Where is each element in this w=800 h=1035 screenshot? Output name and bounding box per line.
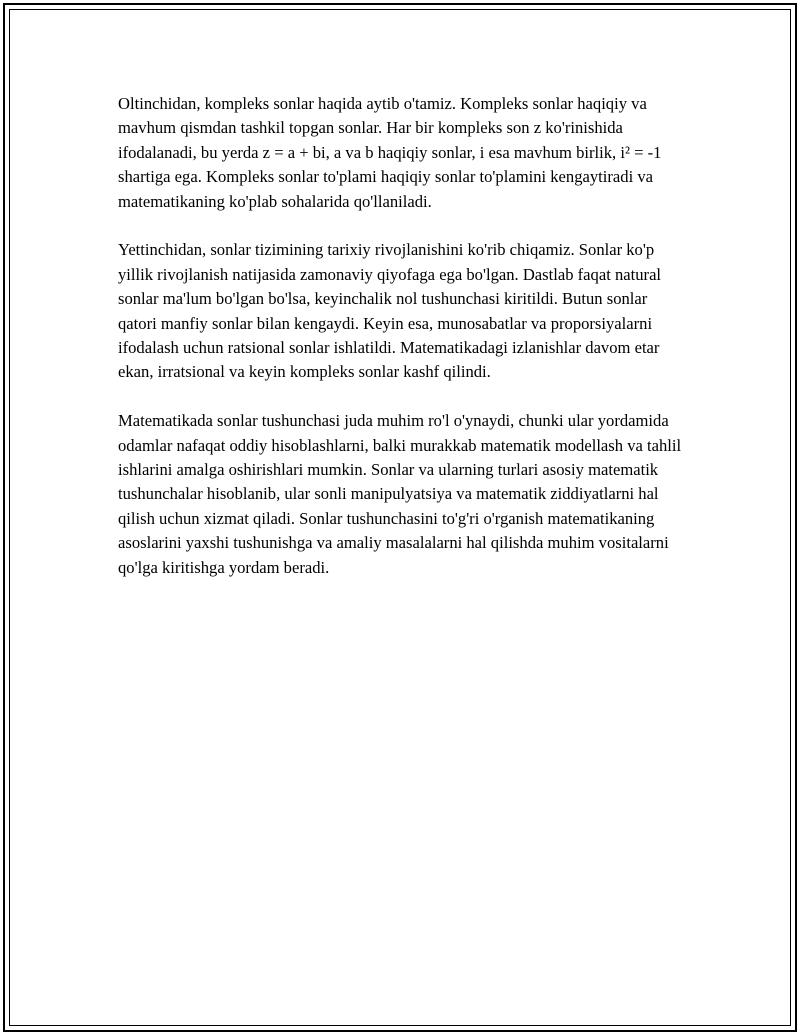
paragraph-importance-of-numbers: Matematikada sonlar tushunchasi juda muhim ro'l o'ynaydi, chunki ular yordamida odamlar nafaqat oddiy hisoblashlarni, balki murakkab matematik modellash va tahlil ishlarini amalga oshirishlari mumkin. Sonlar va ularning turlari asosiy matematik tushunchalar hisoblanib, ular sonli manipulyatsiya va matematik ziddiyatlarni hal qilish uchun xizmat qiladi. Sonlar tushunchasini to'g'ri o'rganish matematikaning asoslarini yaxshi tushunishga va amaliy masalalarni hal qilishda muhim vositalarni qo'lga kiritishga yordam beradi. [118,411,682,577]
paragraph-complex-numbers: Oltinchidan, kompleks sonlar haqida aytib o'tamiz. Kompleks sonlar haqiqiy va mavhum qismdan tashkil topgan sonlar. Har bir kompleks son z ko'rinishida ifodalanadi, bu yerda z = a + bi, a va b haqiqiy sonlar, i esa mavhum birlik, i² = -1 shartiga ega. Kompleks sonlar to'plami haqiqiy sonlar to'plamini kengaytiradi va matematikaning ko'plab sohalarida qo'llaniladi. [118,94,662,211]
document-body [118,92,688,604]
paragraph-history-of-numbers: Yettinchidan, sonlar tizimining tarixiy rivojlanishini ko'rib chiqamiz. Sonlar ko'p yillik rivojlanish natijasida zamonaviy qiyofaga ega bo'lgan. Dastlab faqat natural sonlar ma'lum bo'lgan bo'lsa, keyinchalik nol tushunchasi kiritildi. Butun sonlar qatori manfiy sonlar bilan kengaydi. Keyin esa, munosabatlar va proporsiyalarni ifodalash uchun ratsional sonlar ishlatildi. Matematikadagi izlanishlar davom etar ekan, irratsional va keyin kompleks sonlar kashf qilindi. [118,240,662,382]
